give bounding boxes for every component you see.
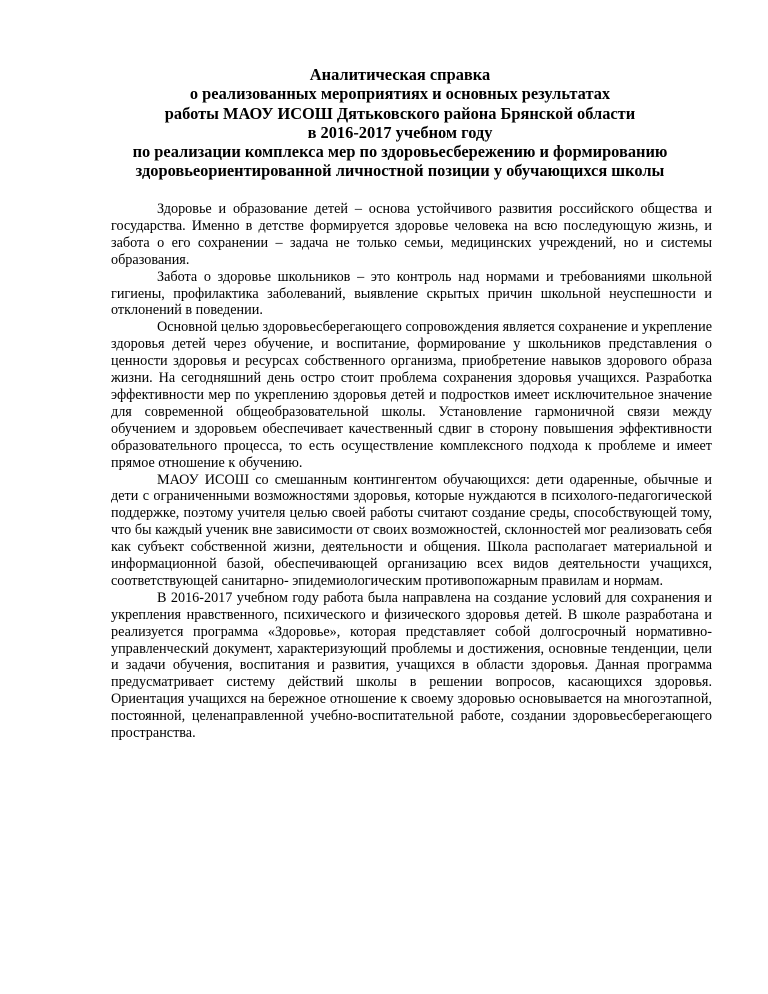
paragraph-health-program: В 2016-2017 учебном году работа была направлена на создание условий для сохранения и укрепления нравственного, психического и физического здоровья детей. В школе разработана и реализуется программа «Здоровье», которая представляет собой долгосрочный нормативно-управленческий документ, характеризующий проблемы и достижения, основные тенденции, цели и задачи обучения, воспитания и развития, учащихся в области здоровья. Данная программа предусматривает систему действий школы в решении вопросов, касающихся здоровья. Ориентация учащихся на бережное отношение к своему здоровью основывается на многоэтапной, постоянной, целенаправленной учебно-воспитательной работе, создании здоровьесберегающего пространства. (111, 589, 712, 742)
document-title (100, 65, 700, 181)
title-line-1: Аналитическая справка (309, 65, 491, 84)
paragraph-school-hygiene: Забота о здоровье школьников – это контроль над нормами и требованиями школьной гигиены, профилактика заболеваний, выявление скрытых причин школьной неуспешности и отклонений в поведении. (111, 268, 712, 319)
title-line-4: в 2016-2017 учебном году (307, 122, 493, 142)
document-body (111, 201, 712, 742)
title-line-3: работы МАОУ ИСОШ Дятьковского района Брянской области (164, 103, 636, 123)
paragraph-health-education: Здоровье и образование детей – основа устойчивого развития российского общества и государства. Именно в детстве формируется здоровье человека на всю последующую жизнь, и забота о его сохранении – задача не только семьи, медицинских учреждений, но и системы образования. (111, 201, 712, 268)
paragraph-school-contingent: МАОУ ИСОШ со смешанным контингентом обучающихся: дети одаренные, обычные и дети с ограниченными возможностями здоровья, которые нуждаются в психолого-педагогической поддержке, поэтому учителя целью своей работы считают создание среды, способствующей тому, что бы каждый ученик вне зависимости от своих возможностей, склонностей мог реализовать себя как субъект собственной жизни, деятельности и общения. Школа располагает материальной и информационной базой, обеспечивающей организацию всех видов деятельности учащихся, соответствующей санитарно- эпидемиологическим противопожарным правилам и нормам. (111, 471, 712, 589)
paragraph-main-goal: Основной целью здоровьесберегающего сопровождения является сохранение и укрепление здоровья детей через обучение, и воспитание, формирование у школьников представления о ценности здоровья и ресурсах собственного организма, приобретение навыков здорового образа жизни. На сегодняшний день остро стоит проблема сохранения здоровья учащихся. Разработка эффективности мер по укреплению здоровья детей и подростков имеет исключительное значение для современной общеобразовательной школы. Установление гармоничной связи между обучением и здоровьем обеспечивает качественный сдвиг в сторону повышения эффективности образовательного процесса, то есть осуществление комплексного подхода к проблеме и имеет прямое отношение к обучению. (111, 319, 712, 471)
title-line-5: по реализации комплекса мер по здоровьесбережению и формированию (132, 142, 668, 162)
title-line-6: здоровьеориентированной личностной позиции у обучающихся школы (135, 161, 665, 181)
title-line-2: о реализованных мероприятиях и основных результатах (189, 84, 611, 104)
